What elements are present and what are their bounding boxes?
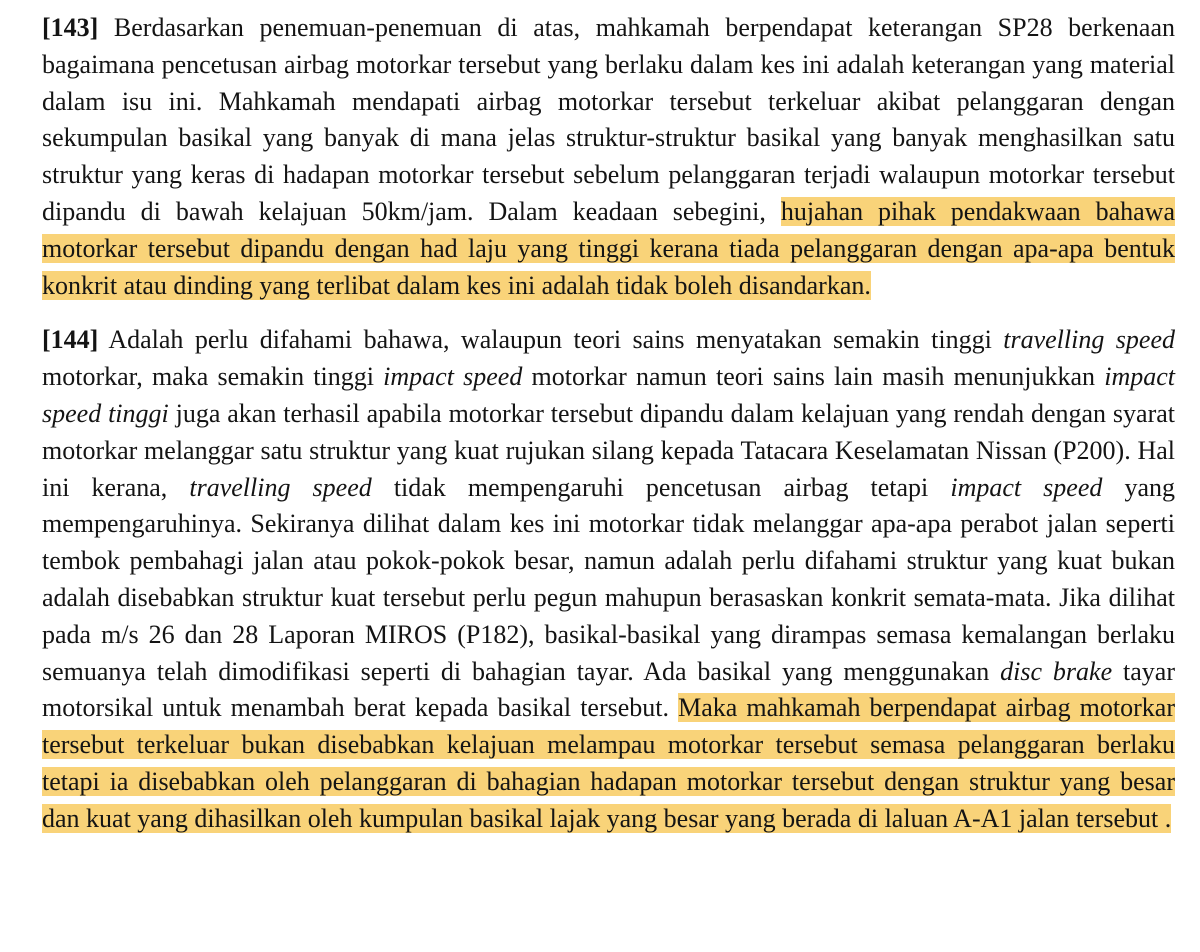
- italic-term: impact speed tinggi: [42, 362, 1176, 428]
- paragraph-143: [42, 10, 1175, 304]
- text-segment: tayar motorsikal untuk menambah berat kepada basikal tersebut.: [42, 656, 1175, 723]
- italic-term: travelling speed: [1003, 325, 1175, 355]
- text-segment: motorkar, maka semakin tinggi: [42, 362, 384, 392]
- italic-term: disc brake: [1000, 656, 1113, 686]
- paragraph-144: [42, 322, 1175, 837]
- highlighted-text: Maka mahkamah berpendapat airbag motorkar tersebut terkeluar bukan disebabkan kelajuan melampau motorkar tersebut semasa pelanggaran berlaku tetapi ia disebabkan oleh pelanggaran di bahagian hadapan motorkar tersebut dengan struktur yang besar dan kuat yang dihasilkan oleh kumpulan basikal lajak yang besar yang berada di laluan A-A1 jalan tersebut .: [42, 693, 1175, 833]
- italic-term: impact speed: [950, 472, 1103, 502]
- italic-term: impact speed: [383, 362, 523, 392]
- text-segment: juga akan terhasil apabila motorkar tersebut dipandu dalam kelajuan yang rendah dengan syarat motorkar melanggar satu struktur yang kuat rujukan silang kepada Tatacara Keselamatan Nissan (P200). Hal ini kerana,: [42, 398, 1175, 502]
- text-segment: motorkar namun teori sains lain masih menunjukkan: [522, 362, 1105, 392]
- paragraph-number: [143]: [42, 13, 99, 42]
- text-segment: yang mempengaruhinya. Sekiranya dilihat dalam kes ini motorkar tidak melanggar apa-apa perabot jalan seperti tembok pembahagi jalan atau pokok-pokok besar, namun adalah perlu difahami struktur yang kuat bukan adalah disebabkan struktur kuat tersebut perlu pegun mahupun berasaskan konkrit semata-mata. Jika dilihat pada m/s 26 dan 28 Laporan MIROS (P182), basikal-basikal yang dirampas semasa kemalangan berlaku semuanya telah dimodifikasi seperti di bahagian tayar. Ada basikal yang menggunakan: [42, 472, 1176, 686]
- italic-term: travelling speed: [189, 472, 372, 502]
- highlighted-text: hujahan pihak pendakwaan bahawa motorkar tersebut dipandu dengan had laju yang tinggi kerana tiada pelanggaran dengan apa-apa bentuk konkrit atau dinding yang terlibat dalam kes ini adalah tidak boleh disandarkan.: [42, 196, 1175, 300]
- text-segment: tidak mempengaruhi pencetusan airbag tetapi: [371, 472, 951, 502]
- text-segment: Berdasarkan penemuan-penemuan di atas, mahkamah berpendapat keterangan SP28 berkenaan bagaimana pencetusan airbag motorkar tersebut yang berlaku dalam kes ini adalah keterangan yang material dalam isu ini. Mahkamah mendapati airbag motorkar tersebut terkeluar akibat pelanggaran dengan sekumpulan basikal yang banyak di mana jelas struktur-struktur basikal yang banyak menghasilkan satu struktur yang keras di hadapan motorkar tersebut sebelum pelanggaran terjadi walaupun motorkar tersebut dipandu di bawah kelajuan 50km/jam. Dalam keadaan sebegini,: [42, 13, 1175, 226]
- judgment-document: [42, 10, 1175, 856]
- paragraph-number: [144]: [42, 325, 99, 355]
- text-segment: Adalah perlu difahami bahawa, walaupun teori sains menyatakan semakin tinggi: [108, 325, 1004, 355]
